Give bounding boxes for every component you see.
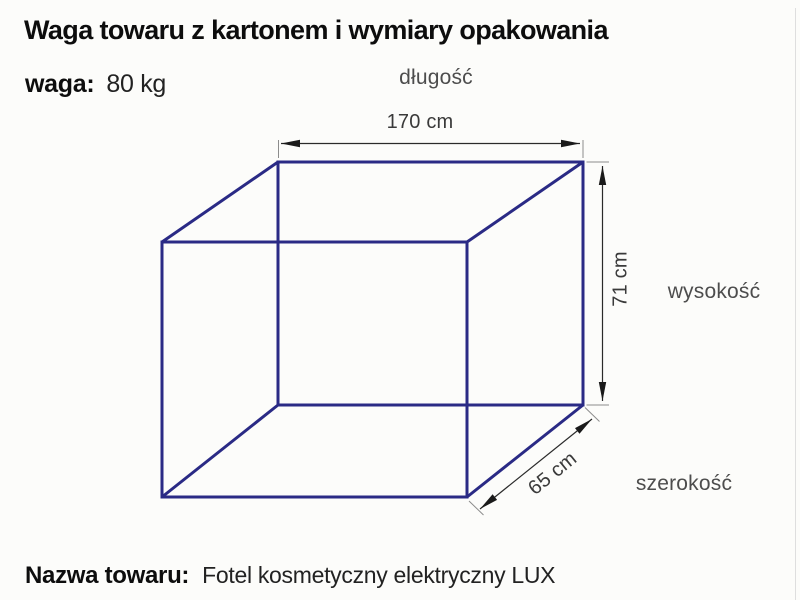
length-dimension-value: 170 cm bbox=[386, 111, 454, 133]
dimension-lines bbox=[281, 144, 603, 510]
height-dimension-value: 71 cm bbox=[609, 251, 632, 307]
length-arrow-left-icon bbox=[281, 140, 300, 147]
product-name-label: Nazwa towaru: bbox=[25, 562, 190, 589]
length-dimension-label: długość bbox=[399, 66, 473, 89]
width-arrow-lower-icon bbox=[480, 494, 497, 509]
width-dimension-label: szerokość bbox=[635, 472, 733, 495]
product-name-value: Fotel kosmetyczny elektryczny LUX bbox=[202, 562, 556, 588]
box-wireframe bbox=[162, 162, 583, 497]
page-title: Waga towaru z kartonem i wymiary opakowania bbox=[24, 15, 608, 45]
product-name-row bbox=[25, 562, 555, 590]
weight-label: waga: bbox=[25, 70, 95, 98]
width-dimension-value: 65 cm bbox=[524, 447, 582, 500]
length-arrow-right-icon bbox=[561, 140, 580, 147]
dimension-arrowheads bbox=[281, 140, 606, 509]
right-edge-divider bbox=[795, 8, 796, 600]
height-dimension-label: wysokość bbox=[667, 280, 761, 303]
height-arrow-top-icon bbox=[599, 166, 606, 185]
width-arrow-upper-icon bbox=[575, 419, 592, 434]
weight-value: 80 kg bbox=[106, 70, 167, 98]
height-arrow-bottom-icon bbox=[599, 382, 606, 401]
